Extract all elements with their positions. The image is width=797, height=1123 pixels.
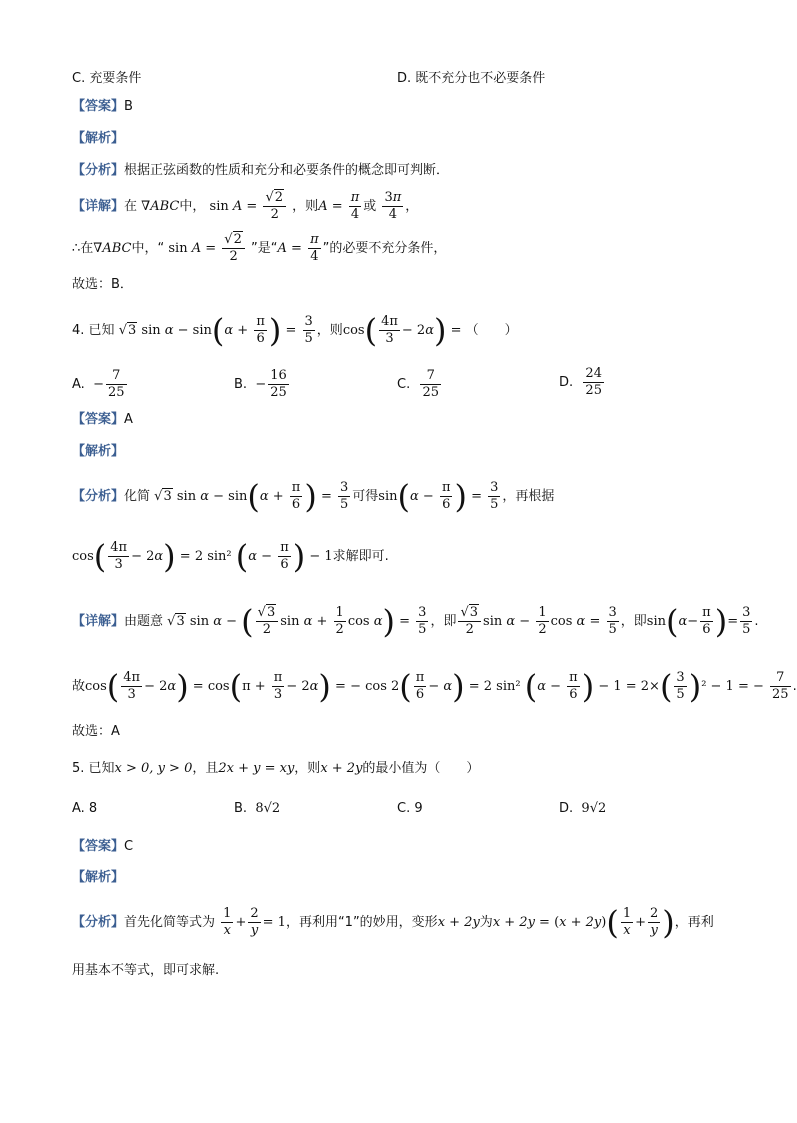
answer-line-q4: 【答案】A <box>72 412 133 427</box>
q5-option-a: A. 8 <box>72 801 98 816</box>
detail-q3: 【详解】在 ∇ABC中， sin A = $\frac{√2}{2}$ ，则A = $\frac{\pi}{4}$ 或 $\frac{3\pi}{4}$ ， <box>72 190 419 222</box>
q4-option-c: C. $\frac{7}{25}$ <box>397 368 440 400</box>
question-4: 4. 已知 √3 sin α − sin(α + $\frac{\pi}{6}$ ) = $\frac{3}{5}$ ，则cos( $\frac{4\pi}{3}$ − 2α) = （ ） <box>72 311 518 350</box>
choose-q3: 故选：B． <box>72 277 133 292</box>
q4-option-a: A. − $\frac{7}{25}$ <box>72 368 125 400</box>
detail-q4: 【详解】由题意 √3 sin α − ( $\frac{√3}{2}$ sin α + $\frac{1}{2}$ cos α) = $\frac{3}{5}$ ，即 $\frac{√3}{2}$ sin α − $\frac{1}{2}$ cos α = $\frac{3}{5}$ ，即sin(α− $\frac{\pi}{6}$ )= $\frac{3}{5}$ . <box>72 602 759 641</box>
fenxi-q4: 【分析】化简 √3 sin α − sin(α + $\frac{\pi}{6}$ ) = $\frac{3}{5}$ 可得sin(α − $\frac{\pi}{6}$ ) = $\frac{3}{5}$ ，再根据 <box>72 477 555 516</box>
answer-line-q5: 【答案】C <box>72 839 134 854</box>
q5-option-d: D. 9√2 <box>559 801 607 816</box>
q5-option-c: C. 9 <box>397 801 423 816</box>
q5-option-b: B. 8√2 <box>234 801 281 816</box>
question-5: 5. 已知x > 0, y > 0，且2x + y = xy，则x + 2y的最小值为（ ） <box>72 761 480 776</box>
fenxi-q5: 【分析】首先化简等式为 $\frac{1}{x}$ + $\frac{2}{y}$ = 1，再利用“1”的妙用，变形x + 2y为x + 2y = (x + 2y)( $\frac{1}{x}$ + $\frac{2}{y}$ )，再利 <box>72 903 714 942</box>
analysis-heading-q4: 【解析】 <box>72 444 125 459</box>
q4-option-b: B. − $\frac{16}{25}$ <box>234 368 287 400</box>
fenxi-q3: 【分析】根据正弦函数的性质和充分和必要条件的概念即可判断． <box>72 163 450 178</box>
option-c: C. 充要条件 <box>72 71 142 86</box>
fenxi-q5-line2: 用基本不等式，即可求解. <box>72 963 220 978</box>
q4-option-d: D. $\frac{24}{25}$ <box>559 366 602 398</box>
detail-q4-line2: 故cos( $\frac{4\pi}{3}$ − 2α) = cos(π + $\frac{\pi}{3}$ − 2α) = − cos 2( $\frac{\pi}{6}$ − α) = 2 sin² (α − $\frac{\pi}{6}$ ) − 1 = 2×( $\frac{3}{5}$ )² − 1 = − $\frac{7}{25}$ . <box>72 667 797 706</box>
fenxi-q4-line2: cos( $\frac{4\pi}{3}$ − 2α) = 2 sin² (α − $\frac{\pi}{6}$ ) − 1求解即可. <box>72 537 389 576</box>
conclusion-q3: ∴在∇ABC中，“ sin A = $\frac{√2}{2}$ ”是“A = $\frac{\pi}{4}$ ”的必要不充分条件， <box>72 232 447 264</box>
analysis-heading-q3: 【解析】 <box>72 131 125 146</box>
option-d: D. 既不充分也不必要条件 <box>397 71 546 86</box>
choose-q4: 故选：A <box>72 724 120 739</box>
answer-line-q3: 【答案】B <box>72 99 133 114</box>
analysis-heading-q5: 【解析】 <box>72 870 125 885</box>
